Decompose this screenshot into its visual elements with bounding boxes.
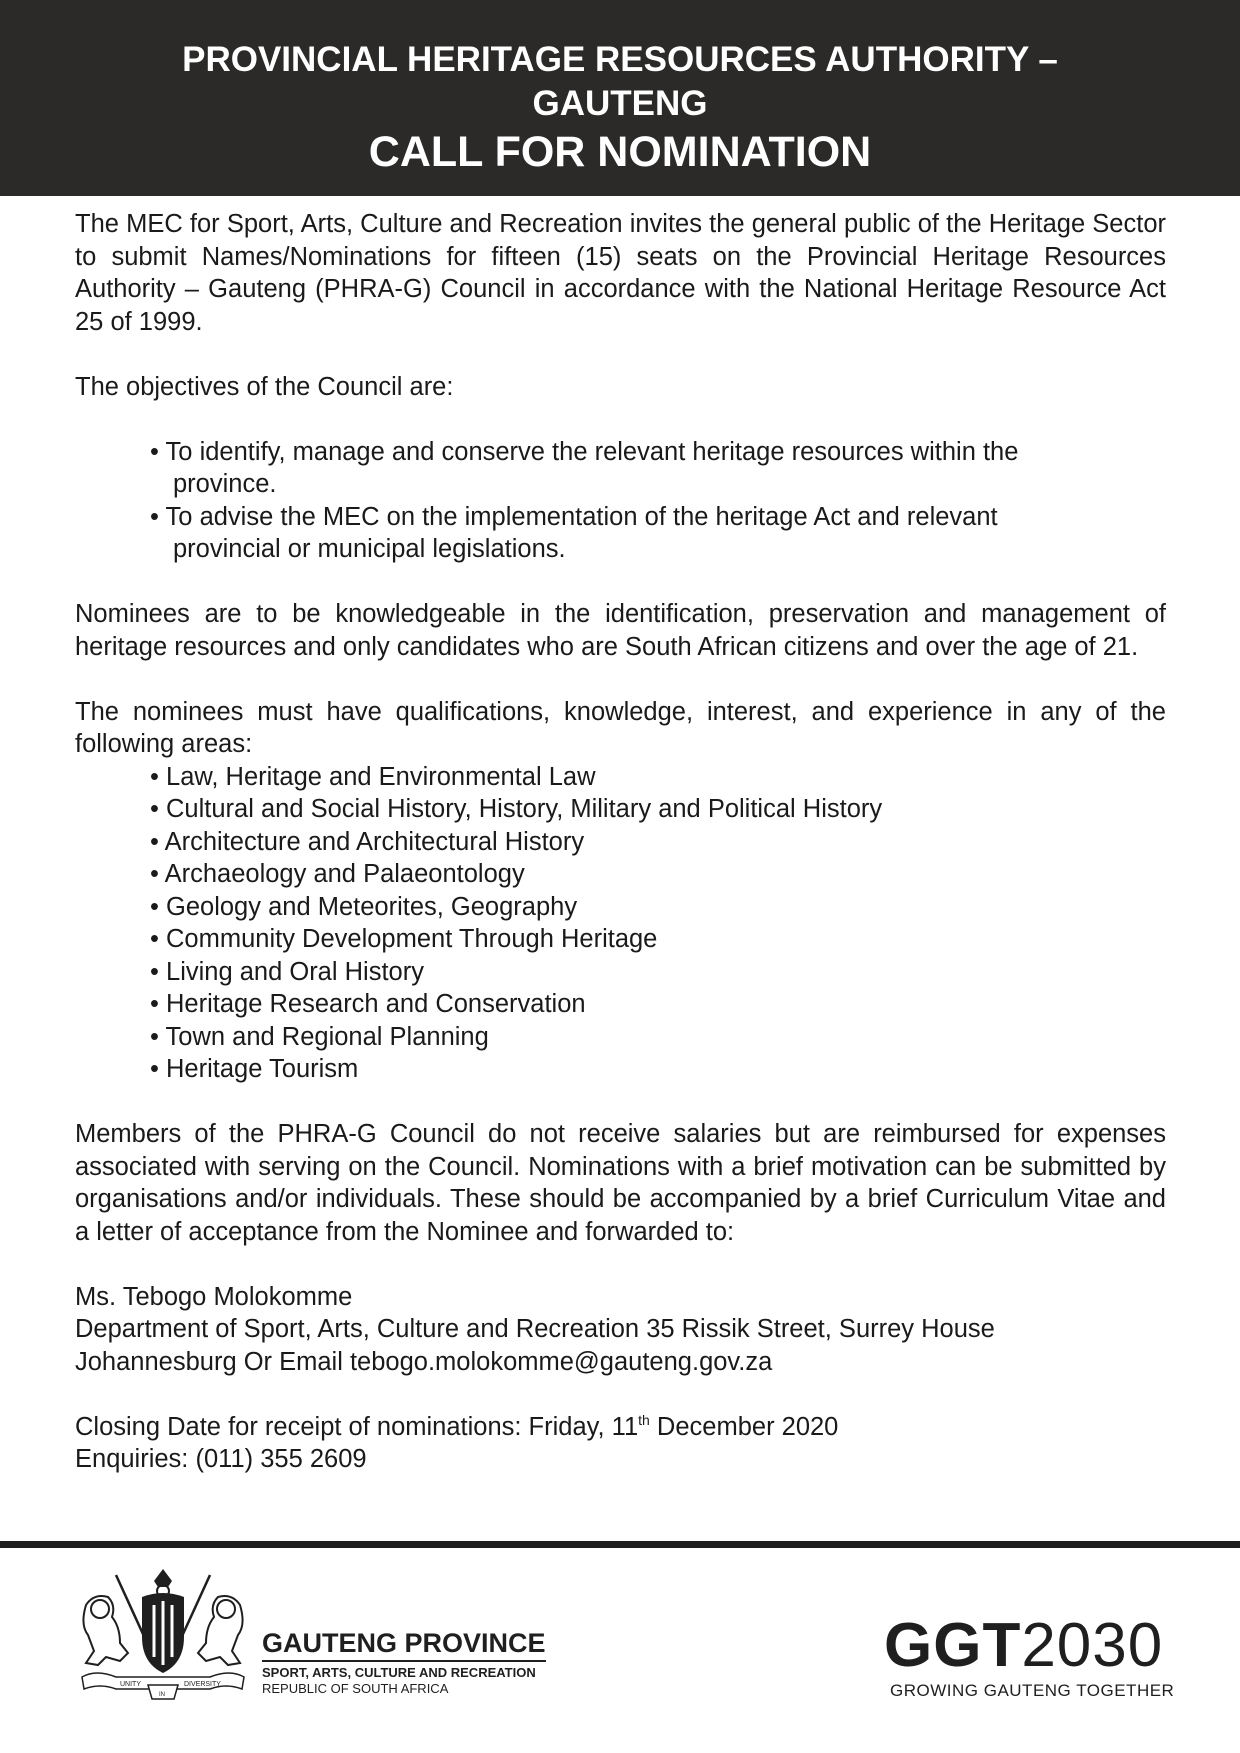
gauteng-coat-of-arms-icon [76,1565,250,1703]
motto-diversity: DIVERSITY [184,1681,221,1688]
organisation-title-line1: PROVINCIAL HERITAGE RESOURCES AUTHORITY – [182,40,1058,79]
area-item: • Architecture and Architectural History [150,827,585,856]
areas-list [75,761,1166,1086]
footer-divider [0,1541,1240,1548]
organisation-title [0,38,1240,126]
nominee-requirements-paragraph: Nominees are to be knowledgeable in the identification, preservation and management of heritage resources and only candidates who are South African citizens and over the age of 21. [75,600,1166,661]
area-item: • Town and Regional Planning [150,1022,489,1051]
area-item: • Heritage Tourism [150,1055,359,1083]
contact-address: Department of Sport, Arts, Culture and Recreation 35 Rissik Street, Surrey House [75,1315,995,1343]
ggt2030-logo: GGT2030 [884,1611,1164,1680]
ggt2030-tagline: GROWING GAUTENG TOGETHER [890,1681,1175,1700]
intro-paragraph: The MEC for Sport, Arts, Culture and Recreation invites the general public of the Heritage Sector to submit Names/Nominations for fifteen (15) seats on the Provincial Heritage Resources Authority – Gauteng (PHRA-G) Council in accordance with the National Heritage Resource Act 25 of 1999. [75,210,1166,336]
closing-date: Closing Date for receipt of nominations: Friday, 11th December 2020 [75,1411,839,1441]
contact-name: Ms. Tebogo Molokomme [75,1282,353,1311]
objective-item: • To advise the MEC on the implementation of the heritage Act and relevant provincial or municipal legislations. [150,502,998,563]
objectives-list [75,436,1166,566]
area-item: • Living and Oral History [150,957,424,986]
area-item: • Law, Heritage and Environmental Law [150,762,596,791]
area-item: • Cultural and Social History, History, Military and Political History [150,795,883,823]
area-item: • Heritage Research and Conservation [150,990,586,1018]
area-item: • Community Development Through Heritage [150,925,658,953]
area-item: • Geology and Meteorites, Geography [150,892,578,921]
motto-in: IN [159,1692,165,1698]
motto-unity: UNITY [120,1681,141,1688]
objective-item: • To identify, manage and conserve the relevant heritage resources within the province. [150,437,1019,498]
header-banner [0,0,1240,196]
areas-heading: The nominees must have qualifications, knowledge, interest, and experience in any of the following areas: [75,697,1166,758]
gauteng-province-name: GAUTENG PROVINCE [262,1628,546,1662]
area-item: • Archaeology and Palaeontology [150,860,525,888]
organisation-title-line2: GAUTENG [532,84,708,123]
call-for-nomination-title: CALL FOR NOMINATION [368,128,872,176]
notice-body [75,208,1166,1476]
country-name: REPUBLIC OF SOUTH AFRICA [262,1681,449,1696]
objectives-heading: The objectives of the Council are: [75,372,454,401]
contact-city-email: Johannesburg Or Email tebogo.molokomme@gauteng.gov.za [75,1347,773,1376]
enquiries: Enquiries: (011) 355 2609 [75,1445,367,1473]
members-paragraph: Members of the PHRA-G Council do not receive salaries but are reimbursed for expenses associated with serving on the Council. Nominations with a brief motivation can be submitted by organisations and/or individuals. These should be accompanied by a brief Curriculum Vitae and a letter of acceptance from the Nominee and forwarded to: [75,1120,1166,1246]
department-name: SPORT, ARTS, CULTURE AND RECREATION [262,1665,536,1680]
